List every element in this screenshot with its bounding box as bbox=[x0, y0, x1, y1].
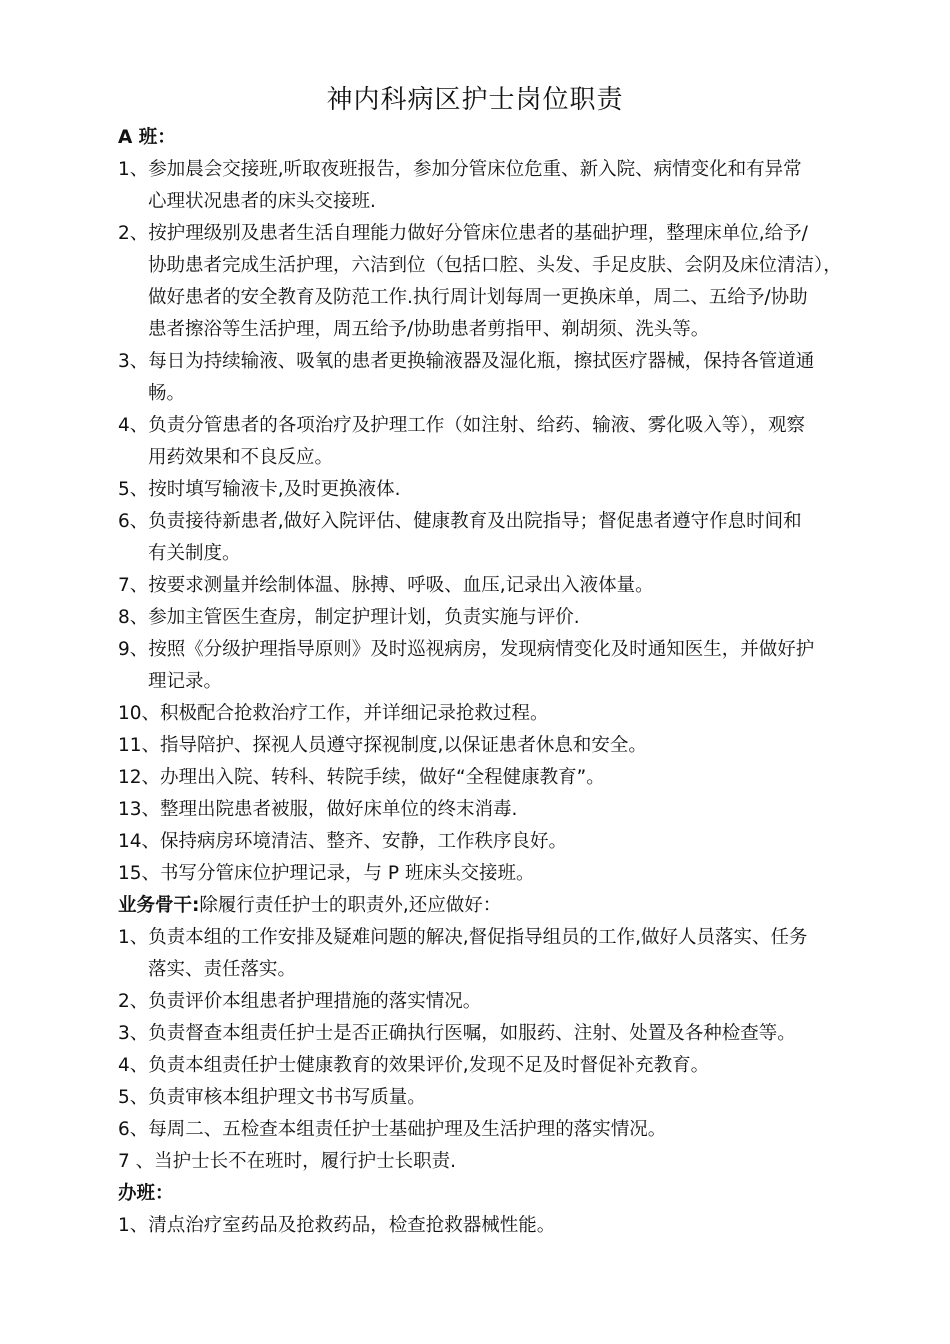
duty-item: 6、负责接待新患者,做好入院评估、健康教育及出院指导；督促患者遵守作息时间和 bbox=[118, 511, 802, 532]
duty-item: 7 、当护士长不在班时，履行护士长职责. bbox=[118, 1151, 457, 1172]
duty-item-continuation: 协助患者完成生活护理，六洁到位（包括口腔、头发、手足皮肤、会阴及床位清洁）， bbox=[148, 255, 842, 276]
duty-item: 5、按时填写输液卡,及时更换液体. bbox=[118, 479, 401, 500]
section-heading-a-shift: A 班： bbox=[118, 127, 176, 148]
duty-item: 13、整理出院患者被服，做好床单位的终末消毒. bbox=[118, 799, 518, 820]
duty-item: 2、负责评价本组患者护理措施的落实情况。 bbox=[118, 991, 482, 1012]
duty-item: 15、书写分管床位护理记录，与 P 班床头交接班。 bbox=[118, 863, 535, 884]
duty-item: 1、参加晨会交接班,听取夜班报告，参加分管床位危重、新入院、病情变化和有异常 bbox=[118, 159, 802, 180]
duty-item: 3、负责督查本组责任护士是否正确执行医嘱，如服药、注射、处置及各种检查等。 bbox=[118, 1023, 796, 1044]
section-heading-backbone-bold: 业务骨干: bbox=[118, 895, 200, 916]
duty-item-continuation: 患者擦浴等生活护理，周五给予/协助患者剪指甲、剃胡须、洗头等。 bbox=[148, 319, 710, 340]
duty-item-continuation: 畅。 bbox=[148, 383, 186, 404]
duty-item: 5、负责审核本组护理文书书写质量。 bbox=[118, 1087, 426, 1108]
duty-item-continuation: 用药效果和不良反应。 bbox=[148, 447, 334, 468]
duty-item: 6、每周二、五检查本组责任护士基础护理及生活护理的落实情况。 bbox=[118, 1119, 667, 1140]
duty-item: 8、参加主管医生查房，制定护理计划，负责实施与评价. bbox=[118, 607, 580, 628]
duty-item: 3、每日为持续输液、吸氧的患者更换输液器及湿化瓶，擦拭医疗器械，保持各管道通 bbox=[118, 351, 815, 372]
section-heading-backbone bbox=[118, 890, 848, 922]
duty-item-continuation: 理记录。 bbox=[148, 671, 223, 692]
duty-item: 12、办理出入院、转科、转院手续，做好“全程健康教育”。 bbox=[118, 767, 605, 788]
duty-item: 11、指导陪护、探视人员遵守探视制度,以保证患者休息和安全。 bbox=[118, 735, 647, 756]
duty-item: 1、清点治疗室药品及抢救药品，检查抢救器械性能。 bbox=[118, 1215, 556, 1236]
duty-item: 14、保持病房环境清洁、整齐、安静，工作秩序良好。 bbox=[118, 831, 568, 852]
duty-item-continuation: 做好患者的安全教育及防范工作.执行周计划每周一更换床单，周二、五给予/协助 bbox=[148, 287, 808, 308]
duty-item-continuation: 落实、责任落实。 bbox=[148, 959, 297, 980]
duty-item: 4、负责分管患者的各项治疗及护理工作（如注射、给药、输液、雾化吸入等），观察 bbox=[118, 415, 806, 436]
duty-item: 7、按要求测量并绘制体温、脉搏、呼吸、血压,记录出入液体量。 bbox=[118, 575, 654, 596]
duty-item: 1、负责本组的工作安排及疑难问题的解决,督促指导组员的工作,做好人员落实、任务 bbox=[118, 927, 808, 948]
duty-item: 4、负责本组责任护士健康教育的效果评价,发现不足及时督促补充教育。 bbox=[118, 1055, 710, 1076]
section-heading-office-shift: 办班： bbox=[118, 1183, 174, 1204]
duty-item: 10、积极配合抢救治疗工作，并详细记录抢救过程。 bbox=[118, 703, 549, 724]
page-title: 神内科病区护士岗位职责 bbox=[326, 85, 624, 115]
section-heading-backbone-rest: 除履行责任护士的职责外,还应做好： bbox=[199, 895, 502, 916]
duty-item-continuation: 心理状况患者的床头交接班. bbox=[148, 191, 376, 212]
duty-item: 2、按护理级别及患者生活自理能力做好分管床位患者的基础护理，整理床单位,给予/ bbox=[118, 223, 808, 244]
document-body bbox=[118, 122, 848, 1242]
duty-item-continuation: 有关制度。 bbox=[148, 543, 241, 564]
duty-item: 9、按照《分级护理指导原则》及时巡视病房，发现病情变化及时通知医生，并做好护 bbox=[118, 639, 815, 660]
